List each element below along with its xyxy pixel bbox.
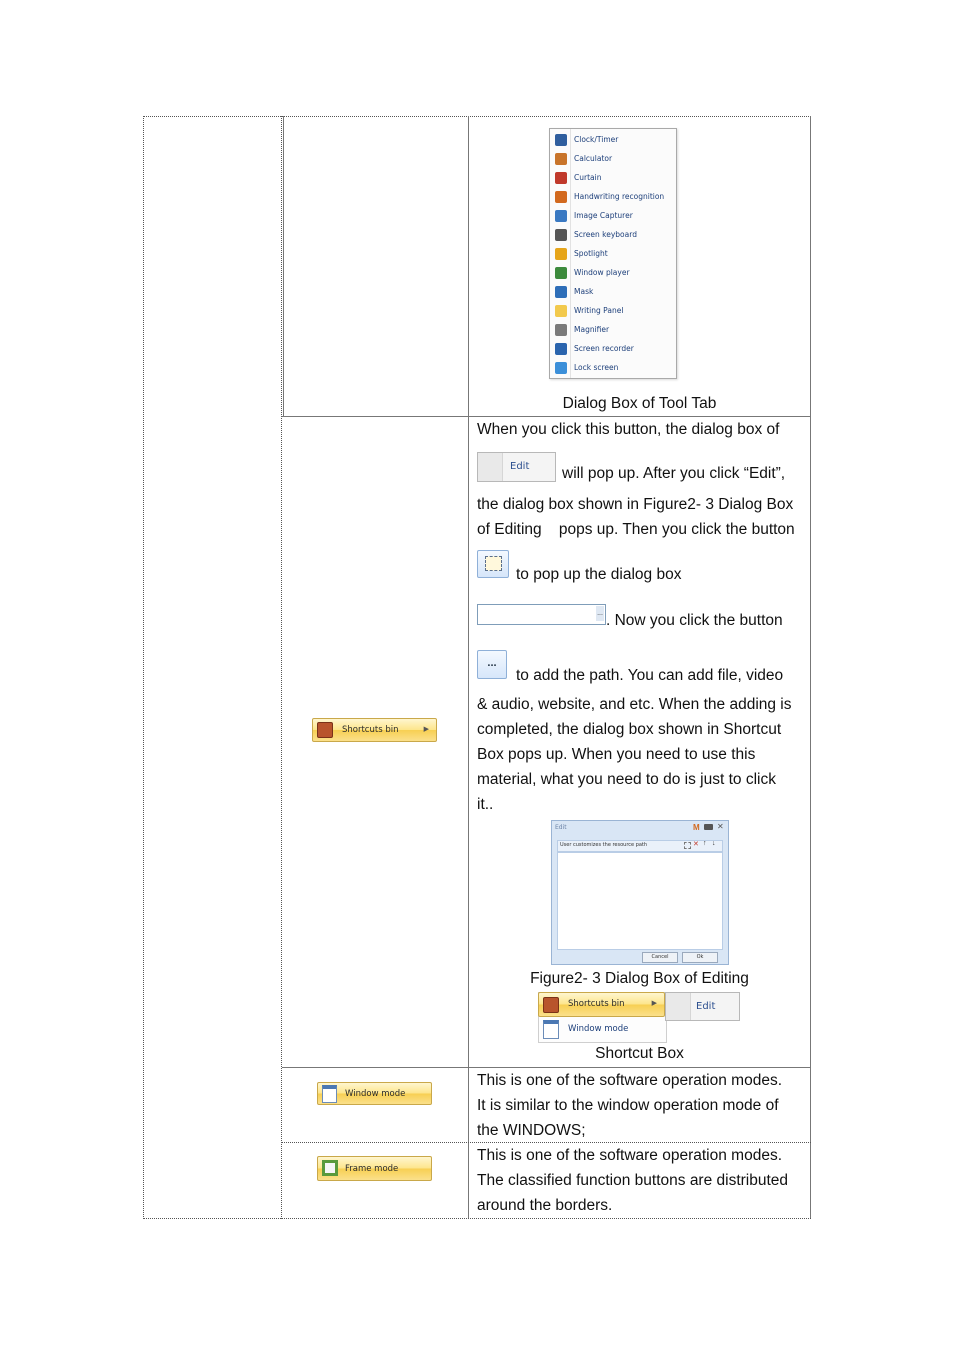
- handwriting-icon[interactable]: M: [693, 823, 700, 832]
- browse-dots-icon: ...: [487, 657, 497, 669]
- shortcuts-para-line5: to pop up the dialog box: [516, 566, 682, 583]
- col1-divider: [281, 116, 282, 1219]
- mask-icon: [555, 286, 567, 298]
- browse-path-button[interactable]: [477, 650, 507, 679]
- edit-dialog-list-area: [557, 852, 723, 950]
- cancel-button[interactable]: Cancel: [642, 952, 678, 963]
- add-icon[interactable]: [684, 842, 691, 849]
- submenu-arrow-icon: ▶: [423, 726, 429, 733]
- tool-menu-item[interactable]: [550, 226, 676, 245]
- edit-dialog-caption: Figure2- 3 Dialog Box of Editing: [530, 970, 749, 987]
- shortcuts-para-line6: . Now you click the button: [606, 612, 783, 629]
- tool-menu-item[interactable]: [550, 188, 676, 207]
- edit-dialog: [551, 820, 729, 965]
- frame-mode-label: Frame mode: [345, 1164, 399, 1174]
- shortcut-box-caption: Shortcut Box: [595, 1045, 684, 1062]
- tool-menu-item-label: Magnifier: [574, 325, 610, 334]
- frame-mode-icon: [322, 1160, 338, 1176]
- frame-mode-line2: The classified function buttons are distributed: [477, 1172, 789, 1189]
- shortcut-box-shortcuts-bin[interactable]: [538, 992, 665, 1017]
- frame-mode-button[interactable]: [317, 1156, 432, 1181]
- shortcuts-bin-button[interactable]: [312, 718, 437, 742]
- tool-menu-item-label: Writing Panel: [574, 306, 624, 315]
- edit-chip-gutter: [478, 453, 503, 481]
- table-top-border: [143, 116, 811, 117]
- close-icon[interactable]: ✕: [717, 822, 724, 831]
- shortcuts-para-line4: of Editing pops up. Then you click the button: [477, 521, 795, 538]
- tool-menu-item[interactable]: [550, 302, 676, 321]
- tool-menu-item[interactable]: [550, 169, 676, 188]
- screen-recorder-icon: [555, 343, 567, 355]
- clock-icon: [555, 134, 567, 146]
- tool-menu-item-label: Calculator: [574, 154, 613, 163]
- move-down-icon[interactable]: ↓: [712, 840, 716, 847]
- frame-mode-line1: This is one of the software operation modes.: [477, 1147, 782, 1164]
- shortcuts-bin-icon: [543, 997, 559, 1013]
- frame-mode-line3: around the borders.: [477, 1197, 613, 1214]
- shortcuts-bin-label: Shortcuts bin: [342, 725, 399, 735]
- shortcut-box-edit-label: Edit: [696, 1001, 716, 1012]
- window-mode-label: Window mode: [345, 1089, 406, 1099]
- add-resource-icon: [485, 556, 502, 571]
- spotlight-icon: [555, 248, 567, 260]
- shortcuts-para-line11: material, what you need to do is just to click: [477, 771, 776, 788]
- tool-menu-item-label: Screen keyboard: [574, 230, 637, 239]
- shortcuts-para-line3: the dialog box shown in Figure2- 3 Dialog Box: [477, 496, 794, 513]
- lock-screen-icon: [555, 362, 567, 374]
- shortcuts-para-line2: will pop up. After you click “Edit”,: [562, 465, 786, 482]
- tool-menu-item[interactable]: [550, 150, 676, 169]
- tool-menu-item-label: Window player: [574, 268, 630, 277]
- edit-dialog-toolbar: [557, 840, 723, 852]
- edit-chip-label: Edit: [510, 461, 530, 472]
- table-right-border: [810, 116, 811, 1219]
- shortcuts-para-line10: Box pops up. When you need to use this: [477, 746, 756, 763]
- curtain-icon: [555, 172, 567, 184]
- window-mode-line1: This is one of the software operation modes.: [477, 1072, 782, 1089]
- shortcuts-para-line12: it..: [477, 796, 494, 813]
- edit-chip-gutter: [666, 993, 691, 1020]
- tool-menu-item-label: Curtain: [574, 173, 602, 182]
- tool-menu-item-label: Spotlight: [574, 249, 608, 258]
- shortcuts-para-line7: to add the path. You can add file, video: [516, 667, 784, 684]
- tool-menu-item[interactable]: [550, 321, 676, 340]
- shortcuts-bin-icon: [317, 722, 333, 738]
- add-resource-button[interactable]: [477, 550, 509, 578]
- shortcut-box-shortcuts-label: Shortcuts bin: [568, 999, 625, 1009]
- window-mode-button[interactable]: [317, 1082, 432, 1105]
- tool-menu-item[interactable]: [550, 264, 676, 283]
- path-input-browse-icon: ...: [596, 606, 604, 621]
- window-mode-icon: [543, 1020, 559, 1039]
- tool-menu-item-label: Handwriting recognition: [574, 192, 665, 201]
- tool-menu-item-label: Mask: [574, 287, 594, 296]
- window-player-icon: [555, 267, 567, 279]
- path-input-field[interactable]: [477, 604, 606, 625]
- table-bottom-border: [143, 1218, 811, 1219]
- tool-menu-item[interactable]: [550, 283, 676, 302]
- calculator-icon: [555, 153, 567, 165]
- tool-menu-item-label: Clock/Timer: [574, 135, 619, 144]
- keyboard-icon: [555, 229, 567, 241]
- writing-panel-icon: [555, 305, 567, 317]
- tool-tab-caption: Dialog Box of Tool Tab: [562, 395, 717, 412]
- shortcuts-para-line1: When you click this button, the dialog box of: [477, 421, 780, 438]
- ok-button[interactable]: Ok: [682, 952, 718, 963]
- delete-icon[interactable]: ✕: [693, 841, 699, 848]
- window-mode-line2: It is similar to the window operation mode of: [477, 1097, 779, 1114]
- tool-menu-item[interactable]: [550, 207, 676, 226]
- handwriting-icon: [555, 191, 567, 203]
- edit-menu-item[interactable]: [477, 452, 556, 482]
- edit-dialog-title: Edit: [555, 824, 567, 831]
- camera-icon[interactable]: [704, 824, 713, 830]
- col1-inner-divider: [283, 116, 284, 416]
- window-mode-icon: [322, 1085, 337, 1103]
- tool-menu-item[interactable]: [550, 359, 676, 378]
- table-left-border: [143, 116, 144, 1219]
- submenu-arrow-icon: ▶: [651, 1000, 657, 1007]
- shortcut-box-edit-item[interactable]: [665, 992, 740, 1021]
- magnifier-icon: [555, 324, 567, 336]
- image-capture-icon: [555, 210, 567, 222]
- tool-menu-item-label: Image Capturer: [574, 211, 633, 220]
- tool-menu-item-label: Lock screen: [574, 363, 619, 372]
- shortcut-box-window-mode[interactable]: [539, 1018, 664, 1040]
- edit-dialog-toolbar-text: User customizes the resource path: [560, 842, 648, 848]
- move-up-icon[interactable]: ↑: [703, 840, 707, 847]
- tool-menu-item[interactable]: [550, 245, 676, 264]
- window-mode-line3: the WINDOWS;: [477, 1122, 586, 1139]
- tool-menu-item[interactable]: [550, 340, 676, 359]
- tool-menu-item-label: Screen recorder: [574, 344, 634, 353]
- shortcuts-para-line8: & audio, website, and etc. When the adding is: [477, 696, 792, 713]
- tool-menu-item[interactable]: [550, 131, 676, 150]
- shortcuts-para-line9: completed, the dialog box shown in Shortcut: [477, 721, 782, 738]
- tool-dropdown-menu: [549, 128, 677, 379]
- shortcut-box-window-mode-label: Window mode: [568, 1024, 629, 1034]
